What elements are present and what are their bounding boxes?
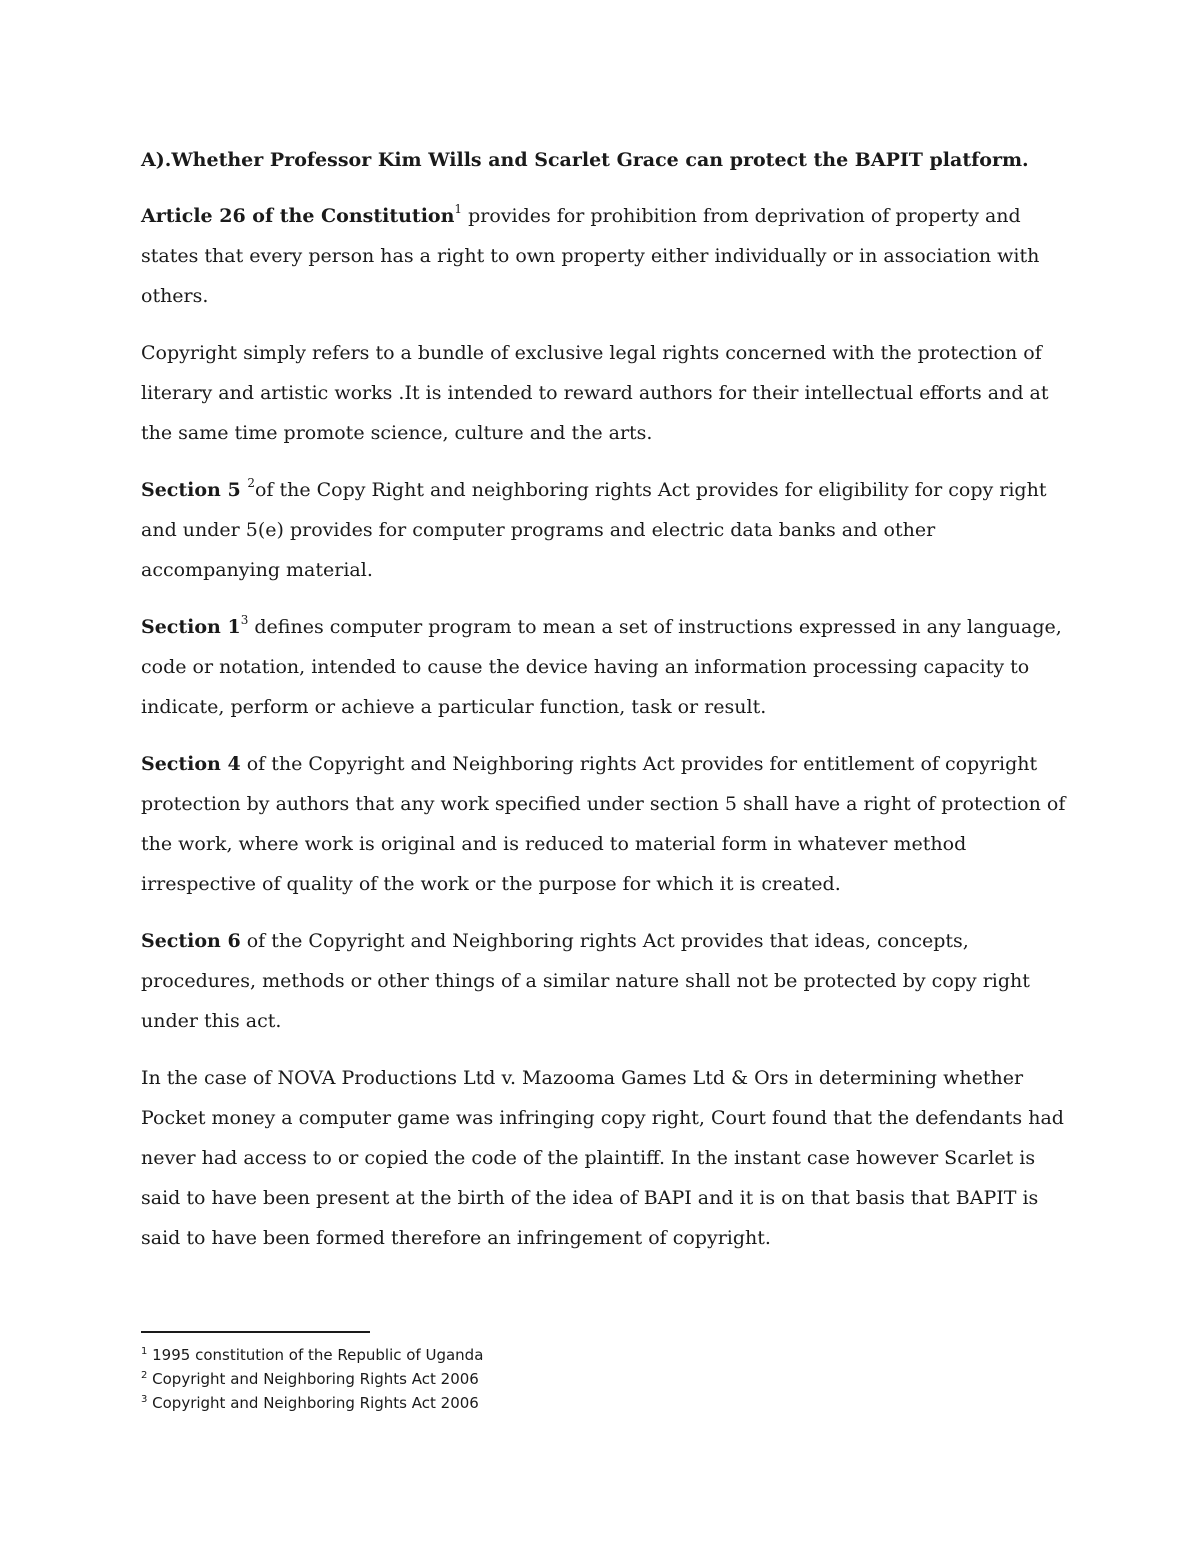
footnotes xyxy=(141,1343,741,1415)
footnote-item xyxy=(141,1391,741,1415)
paragraph-text: Copyright simply refers to a bundle of exclusive legal rights concerned with the protection of literary and artistic works .It is intended to reward authors for their intellectual efforts and at the same time promote science, culture and the arts. xyxy=(141,342,1049,444)
paragraph-text: defines computer program to mean a set of instructions expressed in any language, code or notation, intended to cause the device having an information processing capacity to indicate, perform or achieve a particular function, task or result. xyxy=(141,616,1062,718)
footnote-ref: 1 xyxy=(454,202,463,216)
footnote-number: 1 xyxy=(141,1346,148,1357)
footnote-item xyxy=(141,1343,741,1367)
paragraph-text: of the Copy Right and neighboring rights Act provides for eligibility for copy right and under 5(e) provides for computer programs and electric data banks and other accompanying material. xyxy=(141,479,1047,581)
paragraph-section-5 xyxy=(141,470,1071,590)
footnote-separator xyxy=(141,1331,370,1333)
paragraph-article-26 xyxy=(141,196,1071,316)
footnote-text: 1995 constitution of the Republic of Uganda xyxy=(147,1346,484,1364)
paragraph-bold-lead: Section 4 xyxy=(141,753,241,775)
paragraph-text: provides for prohibition from deprivation of property and states that every person has a right to own property either individually or in association with others. xyxy=(141,205,1040,307)
paragraph-text: of the Copyright and Neighboring rights Act provides that ideas, concepts, procedures, methods or other things of a similar nature shall not be protected by copy right under this act. xyxy=(141,930,1030,1032)
footnote-text: Copyright and Neighboring Rights Act 2006 xyxy=(147,1394,479,1412)
paragraph-bold-lead: Section 5 xyxy=(141,479,248,501)
section-heading: A).Whether Professor Kim Wills and Scarlet Grace can protect the BAPIT platform. xyxy=(141,149,1029,171)
paragraph-bold-lead: Section 1 xyxy=(141,616,241,638)
footnote-number: 3 xyxy=(141,1394,148,1405)
footnote-ref: 2 xyxy=(247,476,255,490)
paragraph-copyright-definition xyxy=(141,333,1071,453)
footnote-item xyxy=(141,1367,741,1391)
paragraph-nova-case xyxy=(141,1058,1071,1258)
footnote-text: Copyright and Neighboring Rights Act 2006 xyxy=(147,1370,479,1388)
paragraph-bold-lead: Section 6 xyxy=(141,930,241,952)
paragraph-bold-lead: Article 26 of the Constitution xyxy=(141,205,455,227)
footnote-number: 2 xyxy=(141,1370,148,1381)
paragraph-section-4 xyxy=(141,744,1071,904)
footnote-ref: 3 xyxy=(240,613,249,627)
document-body xyxy=(141,140,1071,1275)
paragraph-text: In the case of NOVA Productions Ltd v. Mazooma Games Ltd & Ors in determining whether Pocket money a computer game was infringing copy right, Court found that the defendants had never had access to or copied the code of the plaintiff. In the instant case however Scarlet is said to have been present at the birth of the idea of BAPI and it is on that basis that BAPIT is said to have been formed therefore an infringement of copyright. xyxy=(141,1067,1064,1249)
paragraph-text: of the Copyright and Neighboring rights Act provides for entitlement of copyright protection by authors that any work specified under section 5 shall have a right of protection of the work, where work is original and is reduced to material form in whatever method irrespective of quality of the work or the purpose for which it is created. xyxy=(141,753,1066,895)
paragraph-section-1 xyxy=(141,607,1071,727)
paragraph-section-6 xyxy=(141,921,1071,1041)
